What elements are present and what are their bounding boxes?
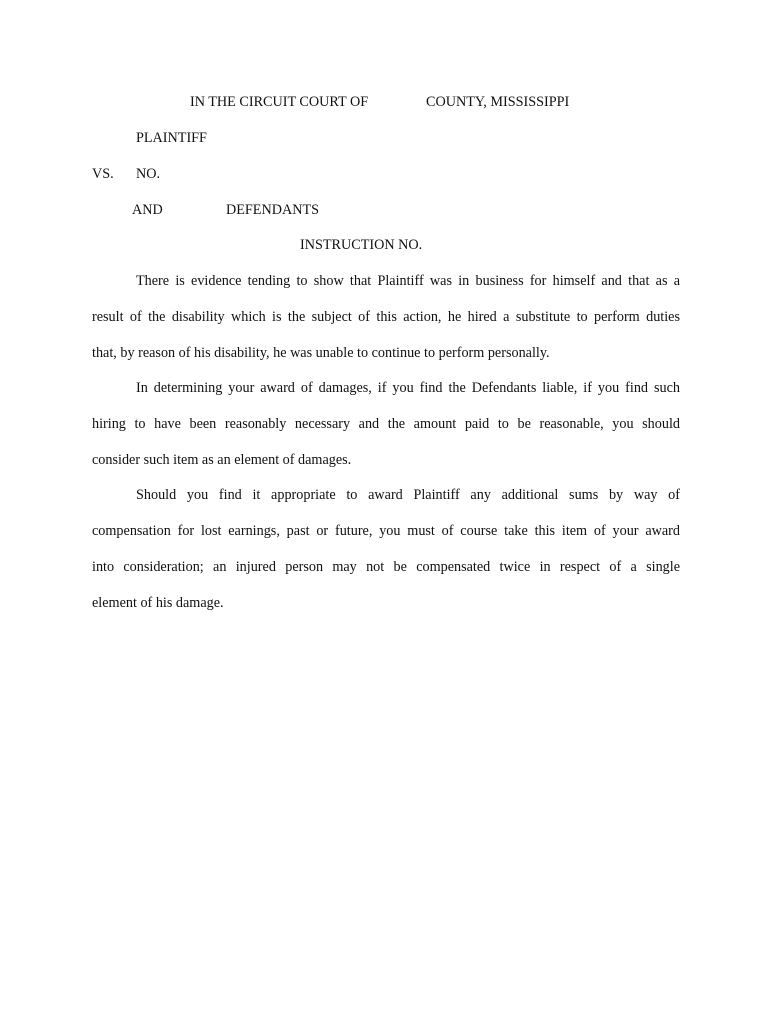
case-number-label: NO. <box>136 166 161 182</box>
paragraph-line: element of his damage. <box>92 595 224 611</box>
paragraph-line: into consideration; an injured person may not be compensated twice in respect of a single <box>92 559 680 575</box>
paragraph-line: compensation for lost earnings, past or future, you must of course take this item of your award <box>92 523 680 539</box>
plaintiff-label: PLAINTIFF <box>136 130 207 146</box>
court-county-state: COUNTY, MISSISSIPPI <box>426 94 570 110</box>
paragraph-line: In determining your award of damages, if you find the Defendants liable, if you find such <box>136 380 680 396</box>
court-prefix: IN THE CIRCUIT COURT OF <box>190 94 369 110</box>
paragraph-line: that, by reason of his disability, he was unable to continue to perform personally. <box>92 345 550 361</box>
paragraph-line: result of the disability which is the subject of this action, he hired a substitute to perform duties <box>92 309 680 325</box>
versus-label: VS. <box>92 166 114 182</box>
paragraph-line: hiring to have been reasonably necessary and the amount paid to be reasonable, you should <box>92 416 680 432</box>
instruction-title: INSTRUCTION NO. <box>300 237 423 253</box>
paragraph-line: There is evidence tending to show that Plaintiff was in business for himself and that as a <box>136 273 680 289</box>
defendants-label: DEFENDANTS <box>226 202 320 218</box>
paragraph-line: Should you find it appropriate to award Plaintiff any additional sums by way of <box>136 487 680 503</box>
paragraph-line: consider such item as an element of damages. <box>92 452 352 468</box>
and-label: AND <box>132 202 163 218</box>
